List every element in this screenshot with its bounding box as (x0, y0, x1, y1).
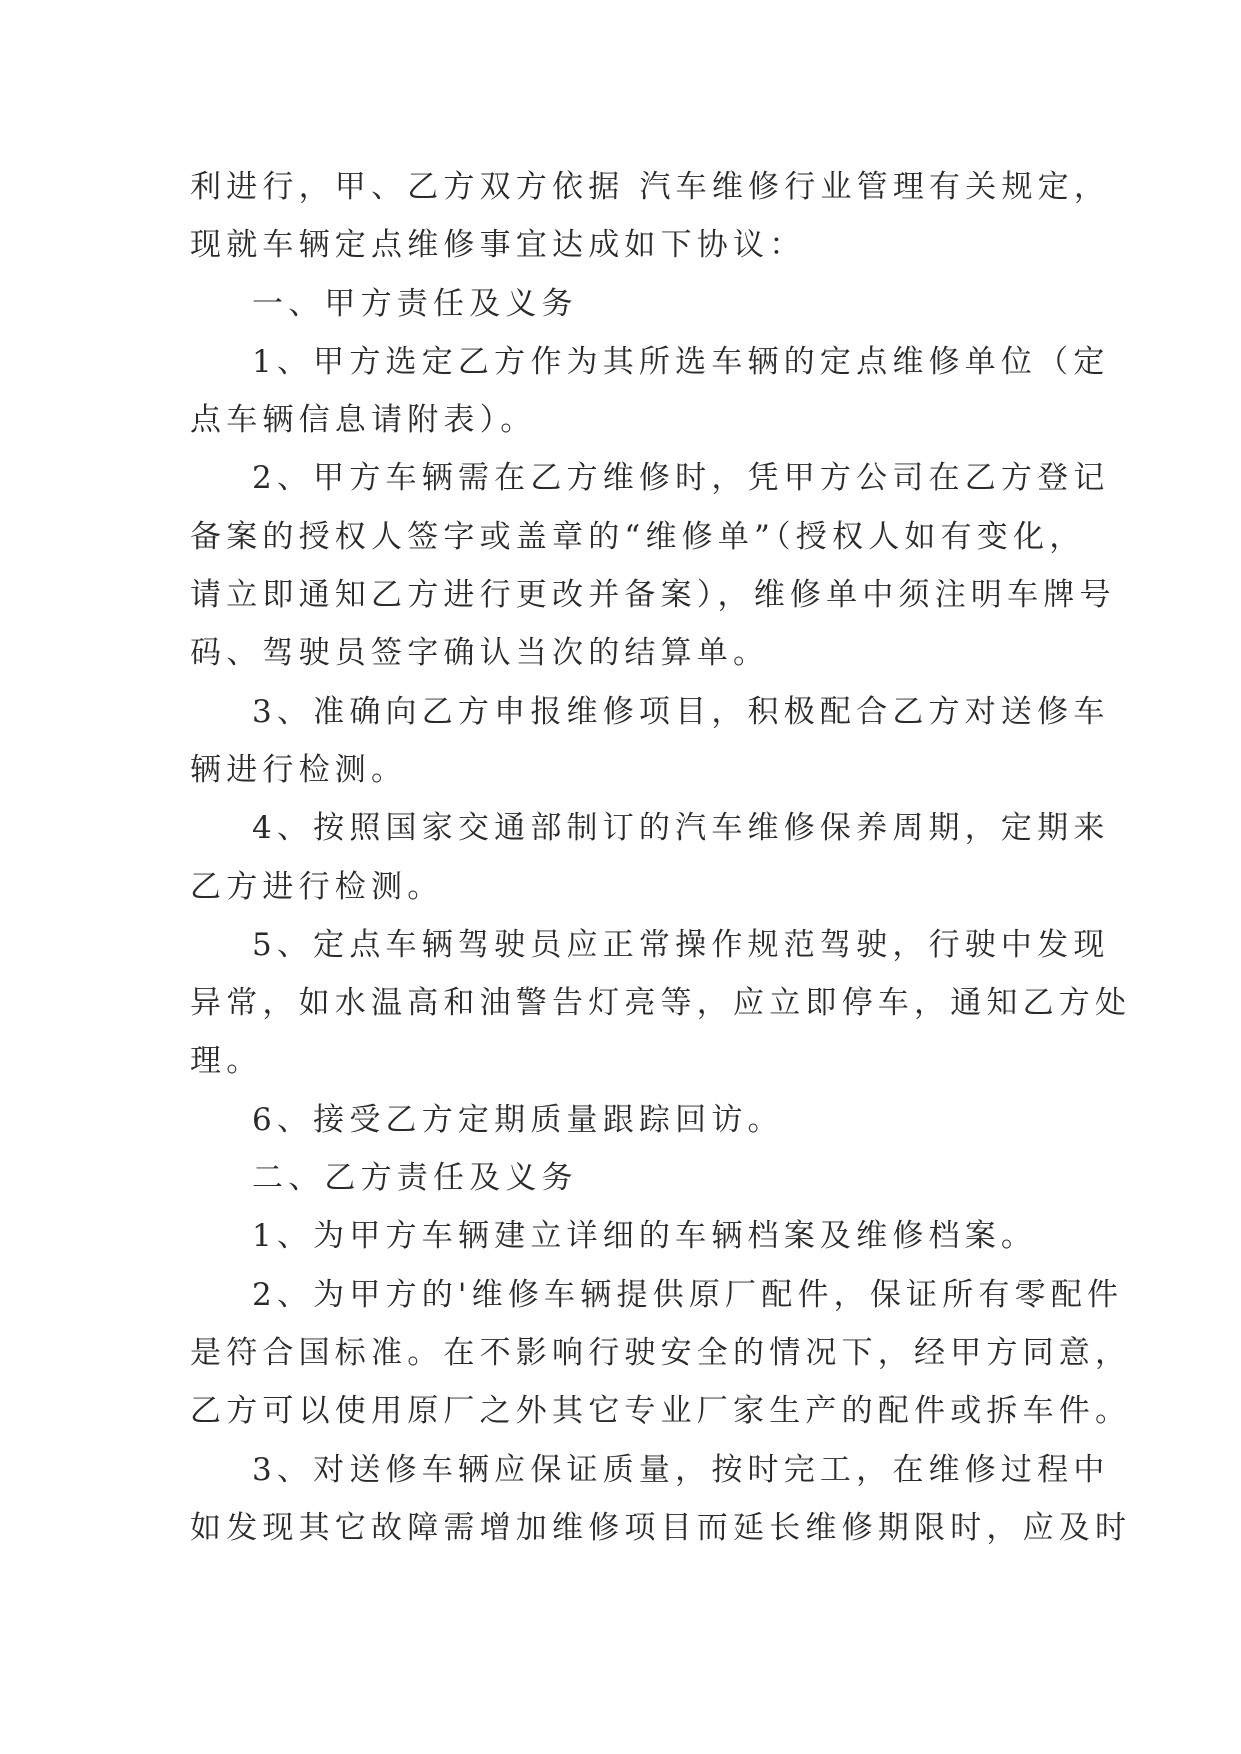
text-line: 2、甲方车辆需在乙方维修时，凭甲方公司在乙方登记 (252, 460, 1110, 497)
text-line: 是符合国标准。在不影响行驶安全的情况下，经甲方同意， (190, 1334, 1132, 1371)
text-line: 备案的授权人签字或盖章的“维修单”（授权人如有变化， (190, 518, 1086, 555)
text-line: 现就车辆定点维修事宜达成如下协议： (190, 227, 806, 264)
text-line: 4、按照国家交通部制订的汽车维修保养周期，定期来 (252, 810, 1110, 847)
text-line: 1、甲方选定乙方作为其所选车辆的定点维修单位（定 (252, 343, 1110, 380)
text-line: 6、接受乙方定期质量跟踪回访。 (252, 1101, 784, 1138)
text-line: 异常，如水温高和油警告灯亮等，应立即停车，通知乙方处 (190, 985, 1132, 1022)
text-line: 1、为甲方车辆建立详细的车辆档案及维修档案。 (252, 1218, 1038, 1255)
text-line: 一、甲方责任及义务 (252, 285, 578, 322)
text-line: 3、准确向乙方申报维修项目，积极配合乙方对送修车 (252, 693, 1110, 730)
text-line: 二、乙方责任及义务 (252, 1160, 578, 1197)
document-page (190, 158, 1132, 1557)
text-line: 5、定点车辆驾驶员应正常操作规范驾驶，行驶中发现 (252, 926, 1110, 963)
text-line: 点车辆信息请附表）。 (190, 402, 537, 439)
text-line: 辆进行检测。 (190, 751, 408, 788)
text-line: 乙方可以使用原厂之外其它专业厂家生产的配件或拆车件。 (190, 1393, 1132, 1430)
text-line: 如发现其它故障需增加维修项目而延长维修期限时，应及时 (190, 1509, 1132, 1546)
text-line: 理。 (190, 1043, 263, 1080)
text-line: 乙方进行检测。 (190, 868, 444, 905)
text-line: 码、驾驶员签字确认当次的结算单。 (190, 635, 770, 672)
text-line: 请立即通知乙方进行更改并备案），维修单中须注明车牌号 (190, 577, 1116, 614)
text-line: 3、对送修车辆应保证质量，按时完工，在维修过程中 (252, 1451, 1110, 1488)
text-line: 2、为甲方的'维修车辆提供原厂配件，保证所有零配件 (252, 1276, 1124, 1313)
text-line: 利进行，甲、乙方双方依据 汽车维修行业管理有关规定， (190, 169, 1111, 205)
